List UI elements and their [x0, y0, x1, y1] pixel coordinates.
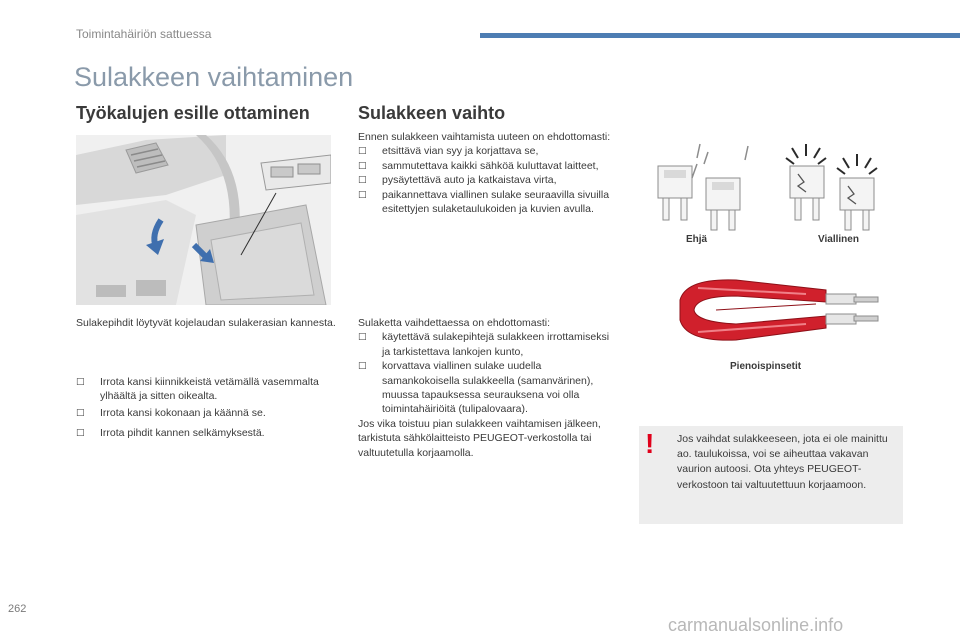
list-item: □ käytettävä sulakepihtejä sulakkeen irrottamiseksi ja tarkistettava lankojen kunto,	[358, 331, 610, 358]
checkbox-bullet-icon: □	[358, 332, 367, 343]
section-heading-tools: Työkalujen esille ottaminen	[76, 103, 310, 123]
list-item: □ etsittävä vian syy ja korjattava se,	[358, 145, 539, 158]
header-accent-bar	[480, 33, 960, 38]
before-intro: Ennen sulakkeen vaihtamista uuteen on ehdottomasti:	[358, 131, 611, 143]
checkbox-bullet-icon: □	[76, 407, 85, 418]
list-item: □ sammutettava kaikki sähköä kuluttavat laitteet,	[358, 159, 599, 172]
checkbox-bullet-icon: □	[358, 146, 367, 157]
checkbox-bullet-icon: □	[358, 160, 367, 171]
checkbox-bullet-icon: □	[358, 361, 367, 372]
pliers-label: Pienoispinsetit	[730, 361, 802, 372]
list-item: □ Irrota pihdit kannen selkämyksestä.	[76, 427, 265, 440]
list-item: □ pysäytettävä auto ja katkaistava virta,	[358, 174, 557, 187]
checkbox-bullet-icon: □	[76, 377, 85, 387]
watermark: carmanualsonline.info	[668, 615, 844, 635]
list-item: □ Irrota kansi kokonaan ja käännä se.	[76, 406, 266, 419]
closing-note: Jos vika toistuu pian sulakkeen vaihtamisen jälkeen, tarkistuta sähkölaitteisto PEUGEOT-verkostolla tai valtuutetulla korjaamolla.	[358, 417, 601, 459]
checkbox-bullet-icon: □	[76, 428, 85, 439]
warning-icon: !	[645, 428, 655, 459]
checkbox-bullet-icon: □	[358, 175, 367, 186]
during-replacement-block	[358, 316, 610, 460]
running-header: Toimintahäiriön sattuessa	[76, 27, 212, 41]
fuse-comparison-illustration	[648, 138, 880, 233]
before-list	[358, 144, 613, 216]
fuse-bad-label: Viallinen	[818, 234, 859, 245]
checkbox-bullet-icon: □	[358, 189, 367, 200]
page-title: Sulakkeen vaihtaminen	[74, 62, 354, 92]
during-intro: Sulaketta vaihdettaessa on ehdottomasti:	[358, 317, 551, 329]
fuse-ok-label: Ehjä	[686, 234, 708, 245]
warning-text: Jos vaihdat sulakkeeseen, jota ei ole mainittu ao. taulukoissa, voi se aiheuttaa vakavan vaurion autoosi. Ota yhteys PEUGEOT-verkostoon tai valtuutettuun korjaamoon.	[677, 433, 888, 491]
during-list	[358, 330, 610, 416]
removal-steps-list	[76, 375, 338, 441]
list-item: □ Irrota kansi kiinnikkeistä vetämällä vasemmalta ylhäältä ja sitten oikealta.	[76, 376, 319, 403]
dashboard-fuse-panel-illustration	[76, 135, 331, 305]
section-heading-fuse-replacement: Sulakkeen vaihto	[358, 103, 506, 123]
tools-caption: Sulakepihdit löytyvät kojelaudan sulakerasian kannesta.	[76, 317, 336, 329]
page-number: 262	[8, 603, 27, 615]
list-item: □ korvattava viallinen sulake uudella samankokoisella sulakkeella (samanvärinen), muussa tapauksessa seurauksena voi olla toimintahäiriöitä (tulipalovaara).	[358, 360, 594, 416]
fuse-pliers-illustration	[676, 270, 886, 350]
before-replacement-block	[358, 130, 613, 216]
list-item: □ paikannettava viallinen sulake seuraavilla sivuilla esitettyjen sulaketaulukoiden ja kuvien avulla.	[358, 188, 610, 216]
